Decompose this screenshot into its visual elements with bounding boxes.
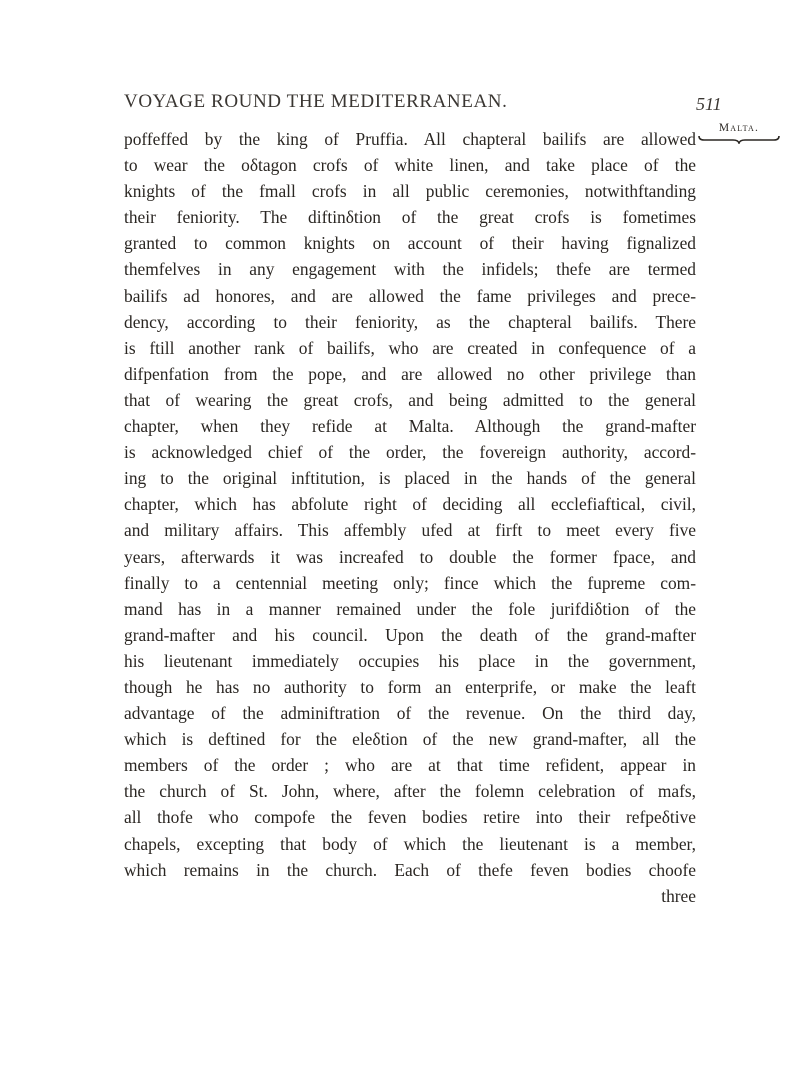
text-line: granted to common knights on account of their having fignalized	[124, 233, 696, 254]
text-line: poffeffed by the king of Pruffia. All chapteral bailifs are allowed	[124, 129, 696, 149]
text-line: is acknowledged chief of the order, the fovereign authority, accord-	[124, 442, 696, 463]
text-line: though he has no authority to form an enterprife, or make the leaft	[124, 676, 696, 697]
text-line: members of the order ; who are at that time refident, appear in	[124, 755, 696, 776]
brace-icon	[698, 135, 780, 144]
text-line: chapels, excepting that body of which the lieutenant is a member,	[124, 833, 696, 854]
text-line: bailifs ad honores, and are allowed the fame privileges and prece-	[124, 285, 696, 306]
text-line: is ftill another rank of bailifs, who are created in confequence of a	[124, 337, 696, 358]
text-line: the church of St. John, where, after the folemn celebration of mafs,	[124, 781, 696, 802]
text-line: all thofe who compofe the feven bodies retire into their refpeδtive	[124, 807, 696, 828]
text-line: difpenfation from the pope, and are allowed no other privilege than	[124, 363, 696, 384]
text-line: his lieutenant immediately occupies his place in the government,	[124, 650, 696, 671]
text-line: knights of the fmall crofs in all public ceremonies, notwithftanding	[124, 181, 696, 202]
text-line: which remains in the church. Each of thefe feven bodies choofe	[124, 859, 696, 880]
text-line: mand has in a manner remained under the fole jurifdiδtion of the	[124, 598, 696, 619]
text-line: chapter, which has abfolute right of deciding all ecclefiaftical, civil,	[124, 494, 696, 515]
text-line: that of wearing the great crofs, and being admitted to the general	[124, 389, 696, 410]
text-line: advantage of the adminiftration of the revenue. On the third day,	[124, 703, 696, 724]
text-line: themfelves in any engagement with the infidels; thefe are termed	[124, 259, 696, 280]
text-line: years, afterwards it was increafed to double the former fpace, and	[124, 546, 696, 567]
body-text	[124, 126, 696, 909]
catchword: three	[661, 885, 696, 906]
text-line: grand-mafter and his council. Upon the death of the grand-mafter	[124, 624, 696, 645]
text-line: ing to the original inftitution, is placed in the hands of the general	[124, 468, 696, 489]
text-line: and military affairs. This affembly ufed at firft to meet every five	[124, 520, 696, 541]
text-line: to wear the oδtagon crofs of white linen, and take place of the	[124, 155, 696, 176]
margin-note	[696, 122, 782, 144]
text-line: finally to a centennial meeting only; fince which the fupreme com-	[124, 572, 696, 593]
text-line: which is deftined for the eleδtion of the new grand-mafter, all the	[124, 729, 696, 750]
page-number: 511	[696, 94, 722, 114]
running-head: VOYAGE ROUND THE MEDITERRANEAN.	[124, 91, 508, 112]
text-line: dency, according to their feniority, as the chapteral bailifs. There	[124, 311, 696, 332]
text-line: their feniority. The diftinδtion of the great crofs is fometimes	[124, 207, 696, 228]
text-line: chapter, when they refide at Malta. Although the grand-mafter	[124, 416, 696, 437]
margin-note-label: Malta.	[718, 122, 760, 134]
